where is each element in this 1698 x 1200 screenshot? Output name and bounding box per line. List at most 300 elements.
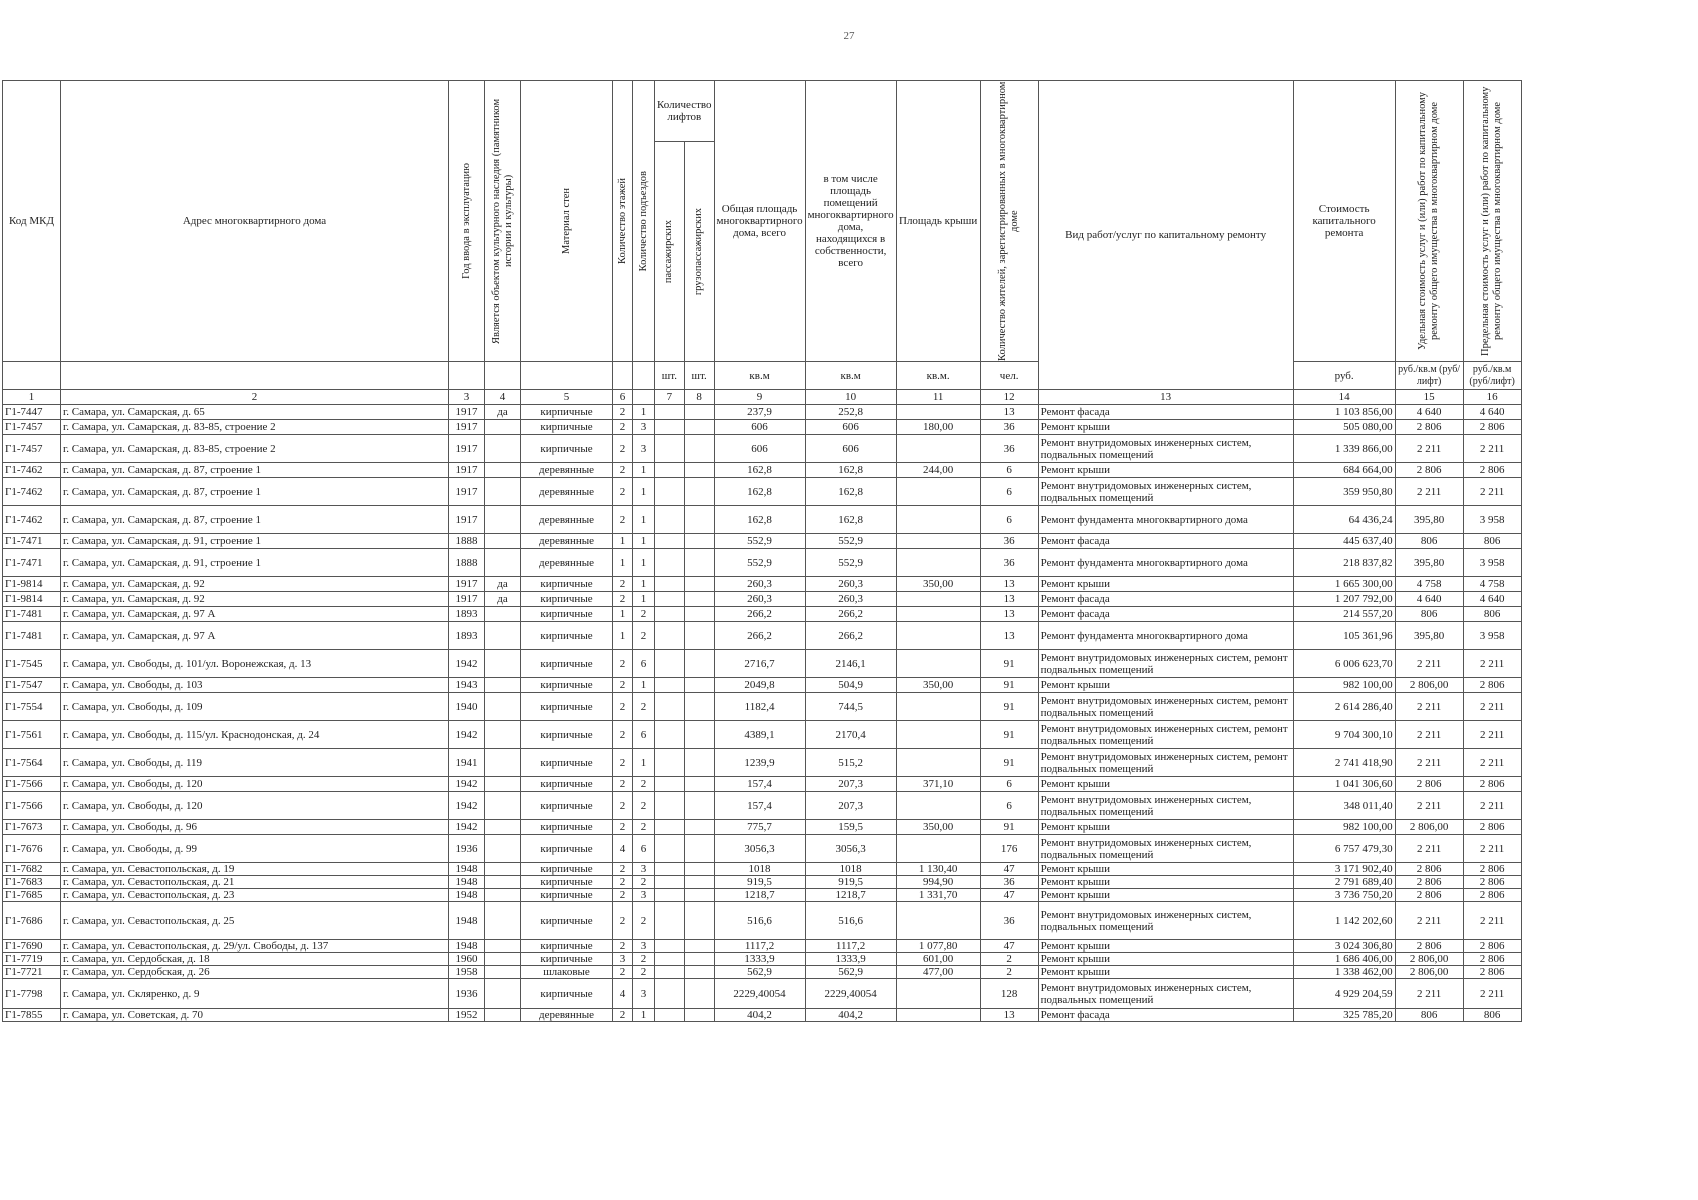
freight-lifts: [684, 953, 714, 966]
column-number: 2: [61, 390, 449, 405]
residents-count: 91: [980, 650, 1038, 678]
work-type: Ремонт крыши: [1038, 889, 1293, 902]
mkd-code: Г1-7683: [3, 876, 61, 889]
limit-cost: 2 211: [1463, 749, 1521, 777]
residents-count: 13: [980, 577, 1038, 592]
header-floors: Количество этажей: [613, 81, 633, 362]
heritage-flag: [485, 622, 521, 650]
wall-material: кирпичные: [521, 889, 613, 902]
mkd-code: Г1-7457: [3, 435, 61, 463]
address: г. Самара, ул. Самарская, д. 87, строение 1: [61, 506, 449, 534]
column-number: 10: [805, 390, 896, 405]
total-area: 266,2: [714, 622, 805, 650]
limit-cost: 2 806: [1463, 820, 1521, 835]
entrances-count: 2: [633, 777, 655, 792]
header-heritage: Является объектом культурного наследия (памятником истории и культуры): [485, 81, 521, 362]
floors-count: 2: [613, 592, 633, 607]
table-row: [3, 721, 1522, 749]
address: г. Самара, ул. Свободы, д. 119: [61, 749, 449, 777]
unit-unit-cost: руб./кв.м (руб/лифт): [1395, 362, 1463, 390]
address: г. Самара, ул. Севастопольская, д. 19: [61, 863, 449, 876]
work-type: Ремонт крыши: [1038, 940, 1293, 953]
total-area: 260,3: [714, 577, 805, 592]
limit-cost: 4 758: [1463, 577, 1521, 592]
wall-material: кирпичные: [521, 577, 613, 592]
roof-area: [896, 1009, 980, 1022]
heritage-flag: [485, 820, 521, 835]
roof-area: [896, 622, 980, 650]
passenger-lifts: [655, 777, 685, 792]
work-type: Ремонт внутридомовых инженерных систем, ремонт подвальных помещений: [1038, 721, 1293, 749]
mkd-code: Г1-7447: [3, 405, 61, 420]
entrances-count: 3: [633, 889, 655, 902]
entrances-count: 3: [633, 979, 655, 1009]
roof-area: 371,10: [896, 777, 980, 792]
owned-area: 404,2: [805, 1009, 896, 1022]
roof-area: 1 130,40: [896, 863, 980, 876]
floors-count: 1: [613, 549, 633, 577]
work-type: Ремонт фундамента многоквартирного дома: [1038, 622, 1293, 650]
floors-count: 2: [613, 876, 633, 889]
address: г. Самара, ул. Самарская, д. 92: [61, 592, 449, 607]
freight-lifts: [684, 622, 714, 650]
residents-count: 6: [980, 506, 1038, 534]
table-row: [3, 534, 1522, 549]
freight-lifts: [684, 1009, 714, 1022]
unit-cost: 2 806,00: [1395, 953, 1463, 966]
table-row: [3, 678, 1522, 693]
freight-lifts: [684, 506, 714, 534]
column-number: 8: [684, 390, 714, 405]
owned-area: 552,9: [805, 549, 896, 577]
year-built: 1917: [449, 592, 485, 607]
freight-lifts: [684, 876, 714, 889]
owned-area: 2229,40054: [805, 979, 896, 1009]
table-row: [3, 966, 1522, 979]
roof-area: [896, 607, 980, 622]
mkd-code: Г1-7547: [3, 678, 61, 693]
unit-cost: 2 211: [1395, 650, 1463, 678]
floors-count: 2: [613, 820, 633, 835]
floors-count: 2: [613, 463, 633, 478]
table-row: [3, 940, 1522, 953]
mkd-code: Г1-7462: [3, 506, 61, 534]
heritage-flag: [485, 506, 521, 534]
owned-area: 266,2: [805, 622, 896, 650]
repair-cost: 1 142 202,60: [1293, 902, 1395, 940]
freight-lifts: [684, 979, 714, 1009]
header-lifts-freight: грузопассажирских: [684, 142, 714, 362]
heritage-flag: да: [485, 592, 521, 607]
freight-lifts: [684, 863, 714, 876]
wall-material: деревянные: [521, 1009, 613, 1022]
column-number: 6: [613, 390, 633, 405]
total-area: 2229,40054: [714, 979, 805, 1009]
unit-cost: 395,80: [1395, 549, 1463, 577]
year-built: 1917: [449, 506, 485, 534]
header-code: Код МКД: [3, 81, 61, 362]
residents-count: 47: [980, 863, 1038, 876]
owned-area: 207,3: [805, 777, 896, 792]
year-built: 1948: [449, 902, 485, 940]
limit-cost: 2 211: [1463, 979, 1521, 1009]
floors-count: 2: [613, 792, 633, 820]
unit-total-area: кв.м: [714, 362, 805, 390]
limit-cost: 2 806: [1463, 463, 1521, 478]
residents-count: 91: [980, 820, 1038, 835]
wall-material: кирпичные: [521, 863, 613, 876]
work-type: Ремонт крыши: [1038, 876, 1293, 889]
address: г. Самара, ул. Самарская, д. 83-85, строение 2: [61, 420, 449, 435]
floors-count: 4: [613, 835, 633, 863]
limit-cost: 2 806: [1463, 678, 1521, 693]
owned-area: 252,8: [805, 405, 896, 420]
wall-material: шлаковые: [521, 966, 613, 979]
residents-count: 176: [980, 835, 1038, 863]
roof-area: [896, 749, 980, 777]
repair-cost: 982 100,00: [1293, 678, 1395, 693]
floors-count: 2: [613, 777, 633, 792]
year-built: 1940: [449, 693, 485, 721]
owned-area: 3056,3: [805, 835, 896, 863]
work-type: Ремонт крыши: [1038, 863, 1293, 876]
freight-lifts: [684, 463, 714, 478]
heritage-flag: [485, 792, 521, 820]
unit-cost: 2 806: [1395, 463, 1463, 478]
passenger-lifts: [655, 592, 685, 607]
column-number-row: [3, 390, 1522, 405]
residents-count: 6: [980, 478, 1038, 506]
unit-cost: 395,80: [1395, 622, 1463, 650]
roof-area: 350,00: [896, 678, 980, 693]
address: г. Самара, ул. Свободы, д. 103: [61, 678, 449, 693]
owned-area: 159,5: [805, 820, 896, 835]
freight-lifts: [684, 478, 714, 506]
entrances-count: 1: [633, 549, 655, 577]
address: г. Самара, ул. Свободы, д. 120: [61, 777, 449, 792]
repair-cost: 1 339 866,00: [1293, 435, 1395, 463]
floors-count: 4: [613, 979, 633, 1009]
column-number: 3: [449, 390, 485, 405]
owned-area: 2170,4: [805, 721, 896, 749]
work-type: Ремонт внутридомовых инженерных систем, подвальных помещений: [1038, 792, 1293, 820]
freight-lifts: [684, 749, 714, 777]
mkd-code: Г1-7545: [3, 650, 61, 678]
wall-material: кирпичные: [521, 777, 613, 792]
roof-area: 180,00: [896, 420, 980, 435]
repair-cost: 214 557,20: [1293, 607, 1395, 622]
passenger-lifts: [655, 953, 685, 966]
address: г. Самара, ул. Свободы, д. 120: [61, 792, 449, 820]
heritage-flag: [485, 678, 521, 693]
work-type: Ремонт фасада: [1038, 1009, 1293, 1022]
repair-cost: 1 041 306,60: [1293, 777, 1395, 792]
entrances-count: 1: [633, 463, 655, 478]
wall-material: кирпичные: [521, 607, 613, 622]
wall-material: кирпичные: [521, 835, 613, 863]
column-number: 16: [1463, 390, 1521, 405]
entrances-count: 2: [633, 966, 655, 979]
roof-area: 477,00: [896, 966, 980, 979]
entrances-count: 1: [633, 577, 655, 592]
passenger-lifts: [655, 876, 685, 889]
heritage-flag: [485, 979, 521, 1009]
address: г. Самара, ул. Свободы, д. 115/ул. Краснодонская, д. 24: [61, 721, 449, 749]
limit-cost: 2 806: [1463, 889, 1521, 902]
work-type: Ремонт фундамента многоквартирного дома: [1038, 549, 1293, 577]
owned-area: 266,2: [805, 607, 896, 622]
passenger-lifts: [655, 889, 685, 902]
residents-count: 13: [980, 607, 1038, 622]
freight-lifts: [684, 940, 714, 953]
freight-lifts: [684, 405, 714, 420]
limit-cost: 2 211: [1463, 650, 1521, 678]
header-limit-cost: Предельная стоимость услуг и (или) работ по капитальному ремонту общего имущества в многоквартирном доме: [1463, 81, 1521, 362]
repair-cost: 2 791 689,40: [1293, 876, 1395, 889]
address: г. Самара, ул. Самарская, д. 65: [61, 405, 449, 420]
work-type: Ремонт фасада: [1038, 405, 1293, 420]
year-built: 1958: [449, 966, 485, 979]
roof-area: [896, 902, 980, 940]
owned-area: 260,3: [805, 592, 896, 607]
address: г. Самара, ул. Советская, д. 70: [61, 1009, 449, 1022]
repair-cost: 1 665 300,00: [1293, 577, 1395, 592]
owned-area: 1218,7: [805, 889, 896, 902]
repair-cost: 6 757 479,30: [1293, 835, 1395, 863]
limit-cost: 2 211: [1463, 835, 1521, 863]
table-row: [3, 592, 1522, 607]
freight-lifts: [684, 607, 714, 622]
mkd-code: Г1-7673: [3, 820, 61, 835]
floors-count: 2: [613, 863, 633, 876]
floors-count: 2: [613, 966, 633, 979]
residents-count: 47: [980, 940, 1038, 953]
work-type: Ремонт крыши: [1038, 577, 1293, 592]
roof-area: 350,00: [896, 577, 980, 592]
residents-count: 91: [980, 721, 1038, 749]
repair-cost: 359 950,80: [1293, 478, 1395, 506]
total-area: 237,9: [714, 405, 805, 420]
year-built: 1888: [449, 549, 485, 577]
work-type: Ремонт крыши: [1038, 966, 1293, 979]
unit-cost: 2 806: [1395, 420, 1463, 435]
table-row: [3, 792, 1522, 820]
wall-material: кирпичные: [521, 650, 613, 678]
floors-count: 2: [613, 889, 633, 902]
header-unit-cost: Удельная стоимость услуг и (или) работ по капитальному ремонту общего имущества в многоквартирном доме: [1395, 81, 1463, 362]
limit-cost: 2 211: [1463, 693, 1521, 721]
residents-count: 91: [980, 693, 1038, 721]
total-area: 516,6: [714, 902, 805, 940]
heritage-flag: [485, 435, 521, 463]
owned-area: 260,3: [805, 577, 896, 592]
passenger-lifts: [655, 721, 685, 749]
table-body: [3, 405, 1522, 1022]
entrances-count: 1: [633, 506, 655, 534]
table-row: [3, 506, 1522, 534]
heritage-flag: [485, 650, 521, 678]
address: г. Самара, ул. Свободы, д. 99: [61, 835, 449, 863]
table-row: [3, 820, 1522, 835]
floors-count: 2: [613, 678, 633, 693]
passenger-lifts: [655, 678, 685, 693]
owned-area: 162,8: [805, 478, 896, 506]
passenger-lifts: [655, 506, 685, 534]
mkd-code: Г1-7686: [3, 902, 61, 940]
repair-cost: 684 664,00: [1293, 463, 1395, 478]
heritage-flag: [485, 940, 521, 953]
freight-lifts: [684, 693, 714, 721]
column-number: 4: [485, 390, 521, 405]
freight-lifts: [684, 721, 714, 749]
table-row: [3, 549, 1522, 577]
unit-cost: 2 211: [1395, 835, 1463, 863]
address: г. Самара, ул. Свободы, д. 96: [61, 820, 449, 835]
total-area: 552,9: [714, 549, 805, 577]
owned-area: 162,8: [805, 506, 896, 534]
floors-count: 2: [613, 940, 633, 953]
passenger-lifts: [655, 940, 685, 953]
mkd-code: Г1-7566: [3, 792, 61, 820]
address: г. Самара, ул. Самарская, д. 83-85, строение 2: [61, 435, 449, 463]
heritage-flag: да: [485, 405, 521, 420]
mkd-code: Г1-7462: [3, 478, 61, 506]
residents-count: 13: [980, 592, 1038, 607]
passenger-lifts: [655, 478, 685, 506]
header-roof-area: Площадь крыши: [896, 81, 980, 362]
unit-cost: 2 806: [1395, 863, 1463, 876]
passenger-lifts: [655, 622, 685, 650]
work-type: Ремонт фасада: [1038, 534, 1293, 549]
limit-cost: 2 806: [1463, 876, 1521, 889]
unit-cost: 806: [1395, 607, 1463, 622]
floors-count: 2: [613, 693, 633, 721]
unit-cost: 2 211: [1395, 792, 1463, 820]
owned-area: 606: [805, 435, 896, 463]
header-year: Год ввода в эксплуатацию: [449, 81, 485, 362]
residents-count: 47: [980, 889, 1038, 902]
repair-cost: 64 436,24: [1293, 506, 1395, 534]
unit-cost: 4 640: [1395, 592, 1463, 607]
floors-count: 2: [613, 1009, 633, 1022]
mkd-code: Г1-7676: [3, 835, 61, 863]
residents-count: 36: [980, 549, 1038, 577]
freight-lifts: [684, 435, 714, 463]
mkd-code: Г1-7682: [3, 863, 61, 876]
mkd-code: Г1-7855: [3, 1009, 61, 1022]
entrances-count: 2: [633, 953, 655, 966]
table-row: [3, 979, 1522, 1009]
address: г. Самара, ул. Свободы, д. 101/ул. Воронежская, д. 13: [61, 650, 449, 678]
entrances-count: 6: [633, 650, 655, 678]
passenger-lifts: [655, 902, 685, 940]
total-area: 162,8: [714, 463, 805, 478]
header-work-type: Вид работ/услуг по капитальному ремонту: [1038, 81, 1293, 390]
heritage-flag: [485, 749, 521, 777]
mkd-code: Г1-9814: [3, 592, 61, 607]
table-row: [3, 889, 1522, 902]
heritage-flag: [485, 478, 521, 506]
wall-material: кирпичные: [521, 876, 613, 889]
owned-area: 1018: [805, 863, 896, 876]
limit-cost: 2 211: [1463, 902, 1521, 940]
repair-cost: 3 736 750,20: [1293, 889, 1395, 902]
passenger-lifts: [655, 835, 685, 863]
unit-cost: 2 211: [1395, 902, 1463, 940]
entrances-count: 1: [633, 405, 655, 420]
address: г. Самара, ул. Севастопольская, д. 21: [61, 876, 449, 889]
freight-lifts: [684, 549, 714, 577]
wall-material: деревянные: [521, 534, 613, 549]
heritage-flag: [485, 721, 521, 749]
year-built: 1917: [449, 405, 485, 420]
address: г. Самара, ул. Севастопольская, д. 25: [61, 902, 449, 940]
year-built: 1917: [449, 577, 485, 592]
floors-count: 2: [613, 650, 633, 678]
total-area: 2716,7: [714, 650, 805, 678]
wall-material: кирпичные: [521, 420, 613, 435]
heritage-flag: [485, 693, 521, 721]
limit-cost: 2 806: [1463, 966, 1521, 979]
mkd-code: Г1-7554: [3, 693, 61, 721]
table-row: [3, 863, 1522, 876]
roof-area: [896, 435, 980, 463]
wall-material: кирпичные: [521, 902, 613, 940]
unit-pcs-freight: шт.: [684, 362, 714, 390]
year-built: 1917: [449, 420, 485, 435]
residents-count: 91: [980, 749, 1038, 777]
table-row: [3, 650, 1522, 678]
wall-material: деревянные: [521, 478, 613, 506]
roof-area: 350,00: [896, 820, 980, 835]
freight-lifts: [684, 792, 714, 820]
repair-cost: 105 361,96: [1293, 622, 1395, 650]
owned-area: 562,9: [805, 966, 896, 979]
residents-count: 36: [980, 876, 1038, 889]
limit-cost: 806: [1463, 607, 1521, 622]
passenger-lifts: [655, 650, 685, 678]
passenger-lifts: [655, 534, 685, 549]
roof-area: 1 077,80: [896, 940, 980, 953]
column-number: 15: [1395, 390, 1463, 405]
repair-cost: 445 637,40: [1293, 534, 1395, 549]
floors-count: 2: [613, 478, 633, 506]
residents-count: 2: [980, 966, 1038, 979]
unit-cost: 2 211: [1395, 693, 1463, 721]
entrances-count: 1: [633, 478, 655, 506]
table-row: [3, 876, 1522, 889]
residents-count: 13: [980, 405, 1038, 420]
owned-area: 552,9: [805, 534, 896, 549]
year-built: 1952: [449, 1009, 485, 1022]
header-lifts-passenger: пассажирских: [655, 142, 685, 362]
passenger-lifts: [655, 405, 685, 420]
limit-cost: 3 958: [1463, 506, 1521, 534]
passenger-lifts: [655, 1009, 685, 1022]
mkd-code: Г1-7721: [3, 966, 61, 979]
table-row: [3, 622, 1522, 650]
heritage-flag: [485, 863, 521, 876]
owned-area: 2146,1: [805, 650, 896, 678]
passenger-lifts: [655, 549, 685, 577]
address: г. Самара, ул. Самарская, д. 87, строение 1: [61, 478, 449, 506]
passenger-lifts: [655, 693, 685, 721]
passenger-lifts: [655, 435, 685, 463]
passenger-lifts: [655, 966, 685, 979]
column-number: 14: [1293, 390, 1395, 405]
residents-count: 91: [980, 678, 1038, 693]
entrances-count: 2: [633, 693, 655, 721]
